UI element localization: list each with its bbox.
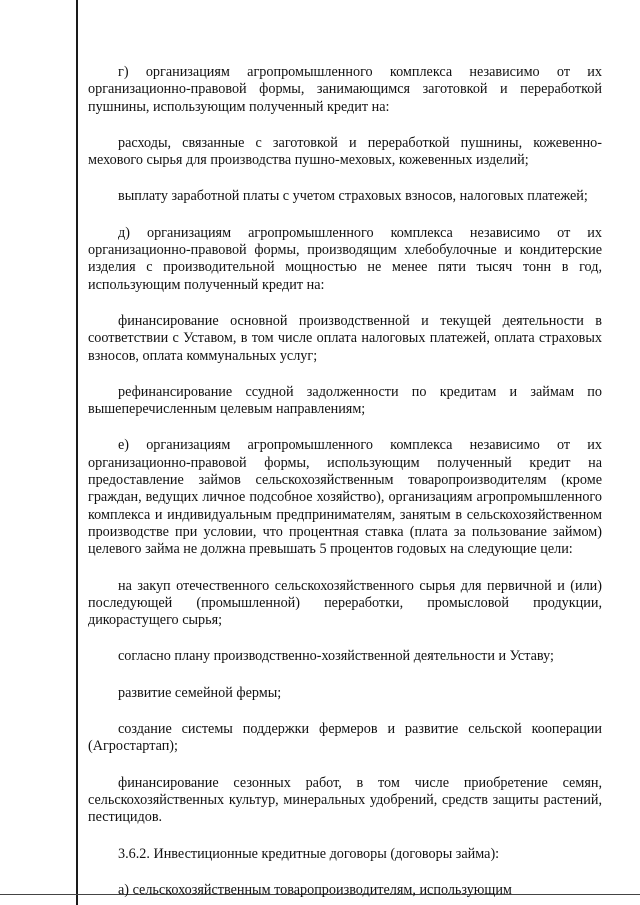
paragraph-e-header: е) организациям агропромышленного комплекса независимо от их организационно-правовой формы, использующим полученный кредит на предоставление займов сельскохозяйственным товаропроизводителям (кроме граждан, ведущих личное подсобное хозяйство), организациям агропромышленного комплекса и индивидуальным предпринимателям, занятым в сельскохозяйственном производстве при условии, что процентная ставка (плата за пользование займом) целевого займа не должна превышать 5 процентов годовых на следующие цели:: [88, 437, 602, 558]
paragraph-d-item-1: финансирование основной производственной и текущей деятельности в соответствии с Уставом, в том числе оплата налоговых платежей, оплата страховых взносов, оплата коммунальных услуг;: [88, 312, 602, 364]
paragraph-g-header: г) организациям агропромышленного комплекса независимо от их организационно-правовой формы, занимающимся заготовкой и переработкой пушнины, использующим полученный кредит на:: [88, 64, 602, 115]
paragraph-a-header: а) сельскохозяйственным товаропроизводителям, использующим: [118, 881, 512, 898]
paragraph-g-item-1: расходы, связанные с заготовкой и переработкой пушнины, кожевенно-мехового сырья для производства пушно-меховых, кожевенных изделий;: [88, 134, 602, 169]
paragraph-e-item-1: на закуп отечественного сельскохозяйственного сырья для первичной и (или) последующей (промышленной) переработки, промысловой продукции, дикорастущего сырья;: [88, 577, 602, 629]
left-margin-rule: [76, 0, 78, 905]
section-3-6-2-heading: 3.6.2. Инвестиционные кредитные договоры (договоры займа):: [118, 845, 500, 862]
paragraph-d-header: д) организациям агропромышленного комплекса независимо от их организационно-правовой формы, производящим хлебобулочные и кондитерские изделия с производительной мощностью не менее пяти тысяч тонн в год, использующим полученный кредит на:: [88, 224, 602, 293]
paragraph-e-item-5: финансирование сезонных работ, в том числе приобретение семян, сельскохозяйственных культур, минеральных удобрений, средств защиты растений, пестицидов.: [88, 774, 602, 826]
paragraph-d-item-2: рефинансирование ссудной задолженности по кредитам и займам по вышеперечисленным целевым направлениям;: [88, 383, 602, 418]
paragraph-e-item-4: создание системы поддержки фермеров и развитие сельской кооперации (Агростартап);: [88, 721, 602, 755]
paragraph-g-item-2: выплату заработной платы с учетом страховых взносов, налоговых платежей;: [118, 188, 588, 205]
paragraph-e-item-2: согласно плану производственно-хозяйственной деятельности и Уставу;: [118, 648, 554, 665]
document-body: [88, 64, 602, 899]
paragraph-e-item-3: развитие семейной фермы;: [118, 684, 282, 701]
